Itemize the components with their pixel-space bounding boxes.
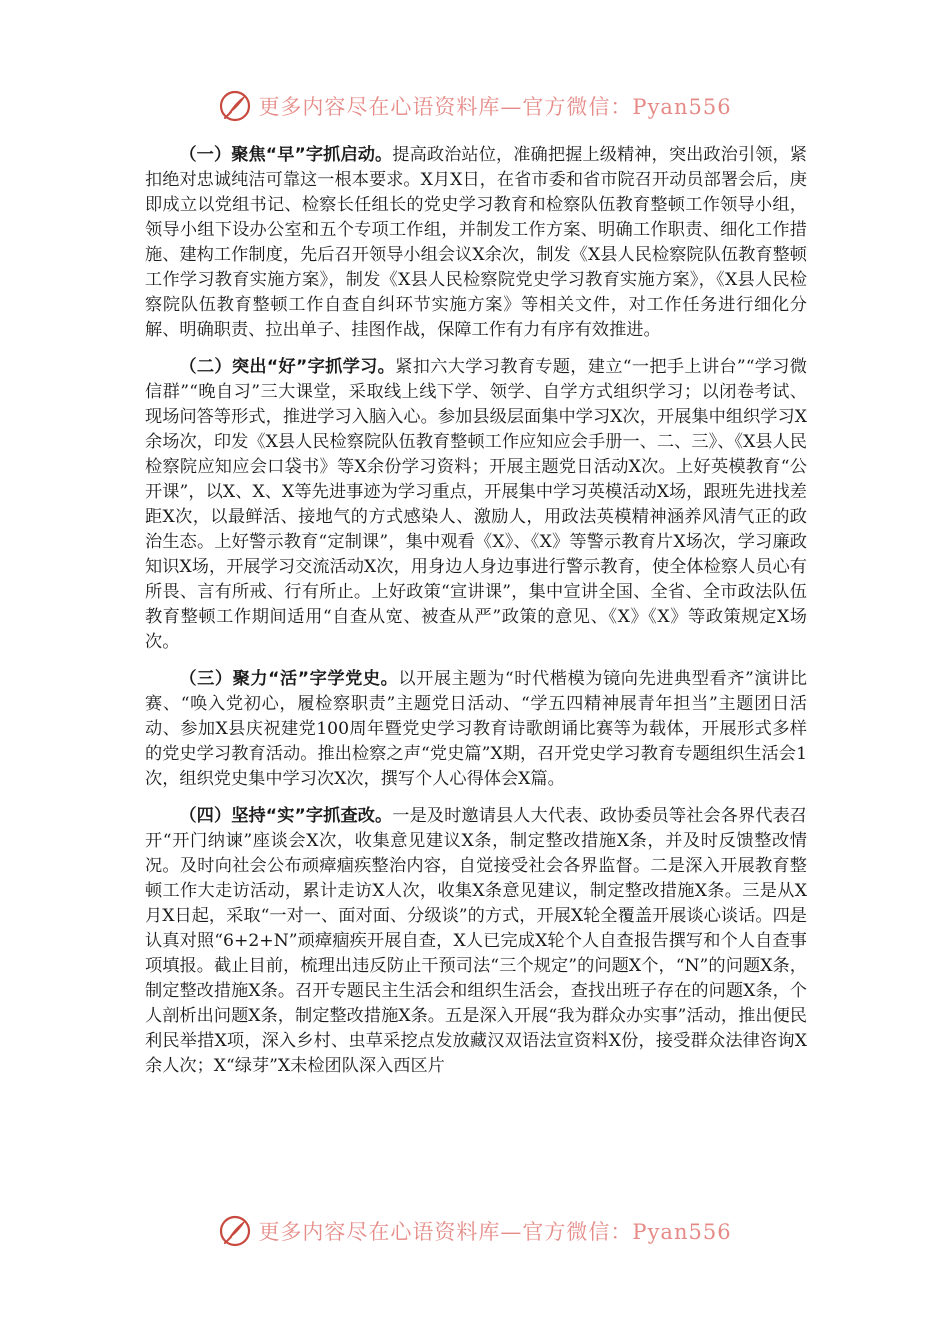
header-watermark: [0, 86, 950, 126]
watermark-text: 更多内容尽在心语资料库—官方微信：Pyan556: [258, 1220, 732, 1244]
paragraph-4: [145, 804, 807, 1079]
watermark-text: 更多内容尽在心语资料库—官方微信：Pyan556: [258, 95, 732, 119]
paragraph-2: [145, 355, 807, 655]
paragraph-2-body: 紧扣六大学习教育专题，建立“一把手上讲台”“学习微信群”“晚自习”三大课堂，采取线上线下学、领学、自学方式组织学习；以闭卷考试、现场问答等形式，推进学习入脑入心。参加县级层面集中学习X次，开展集中组织学习X余场次，印发《X县人民检察院队伍教育整顿工作应知应会手册一、二、三》、《X县人民检察院应知应会口袋书》等X余份学习资料；开展主题党日活动X次。上好英模教育“公开课”，以X、X、X等先进事迹为学习重点，开展集中学习英模活动X场，跟班先进找差距X次，以最鲜活、接地气的方式感染人、激励人，用政法英模精神涵养风清气正的政治生态。上好警示教育“定制课”，集中观看《X》、《X》等警示教育片X场次，学习廉政知识X场，开展学习交流活动X次，用身边人身边事进行警示教育，使全体检察人员心有所畏、言有所戒、行有所止。上好政策“宣讲课”，集中宣讲全国、全省、全市政法队伍教育整顿工作期间适用“自查从宽、被查从严”政策的意见、《X》《X》等政策规定X场次。: [145, 357, 807, 652]
paragraph-1: [145, 143, 807, 343]
quill-logo-icon: [218, 1214, 252, 1248]
document-body: [145, 143, 807, 1091]
paragraph-1-body: 提高政治站位，准确把握上级精神，突出政治引领，紧扣绝对忠诚纯洁可靠这一根本要求。X月X日，在省市委和省市院召开动员部署会后，庚即成立以党组书记、检察长任组长的党史学习教育和检察队伍教育整顿工作领导小组，领导小组下设办公室和五个专项工作组，并制发工作方案、明确工作职责、细化工作措施、建构工作制度，先后召开领导小组会议X余次，制发《X县人民检察院队伍教育整顿工作学习教育实施方案》，制发《X县人民检察院党史学习教育实施方案》，《X县人民检察院队伍教育整顿工作自查自纠环节实施方案》等相关文件，对工作任务进行细化分解、明确职责、拉出单子、挂图作战，保障工作有力有序有效推进。: [145, 145, 807, 340]
paragraph-2-heading: （二）突出“好”字抓学习。: [179, 357, 396, 377]
quill-logo-icon: [218, 89, 252, 123]
paragraph-4-heading: （四）坚持“实”字抓查改。: [179, 806, 393, 826]
paragraph-3-body: 以开展主题为“时代楷模为镜向先进典型看齐”演讲比赛、“唤入党初心，履检察职责”主题党日活动、“学五四精神展青年担当”主题团日活动、参加X县庆祝建党100周年暨党史学习教育诗歌朗诵比赛等为载体，开展形式多样的党史学习教育活动。推出检察之声“党史篇”X期，召开党史学习教育专题组织生活会1次，组织党史集中学习次X次，撰写个人心得体会X篇。: [145, 669, 807, 789]
paragraph-1-heading: （一）聚焦“早”字抓启动。: [179, 145, 393, 165]
paragraph-4-body: 一是及时邀请县人大代表、政协委员等社会各界代表召开“开门纳谏”座谈会X次，收集意见建议X条，制定整改措施X条，并及时反馈整改情况。及时向社会公布顽瘴痼疾整治内容，自觉接受社会各界监督。二是深入开展教育整顿工作大走访活动，累计走访X人次，收集X条意见建议，制定整改措施X条。三是从X月X日起，采取“一对一、面对面、分级谈”的方式，开展X轮全覆盖开展谈心谈话。四是认真对照“6+2+N”顽瘴痼疾开展自查，X人已完成X轮个人自查报告撰写和个人自查事项填报。截止目前，梳理出违反防止干预司法“三个规定”的问题X个，“N”的问题X条，制定整改措施X条。召开专题民主生活会和组织生活会，查找出班子存在的问题X条，个人剖析出问题X条，制定整改措施X条。五是深入开展“我为群众办实事”活动，推出便民利民举措X项，深入乡村、虫草采挖点发放藏汉双语法宣资料X份，接受群众法律咨询X余人次；X“绿芽”X未检团队深入西区片: [145, 806, 807, 1076]
paragraph-3-heading: （三）聚力“活”字学党史。: [179, 669, 399, 689]
paragraph-3: [145, 667, 807, 792]
footer-watermark: [0, 1211, 950, 1251]
